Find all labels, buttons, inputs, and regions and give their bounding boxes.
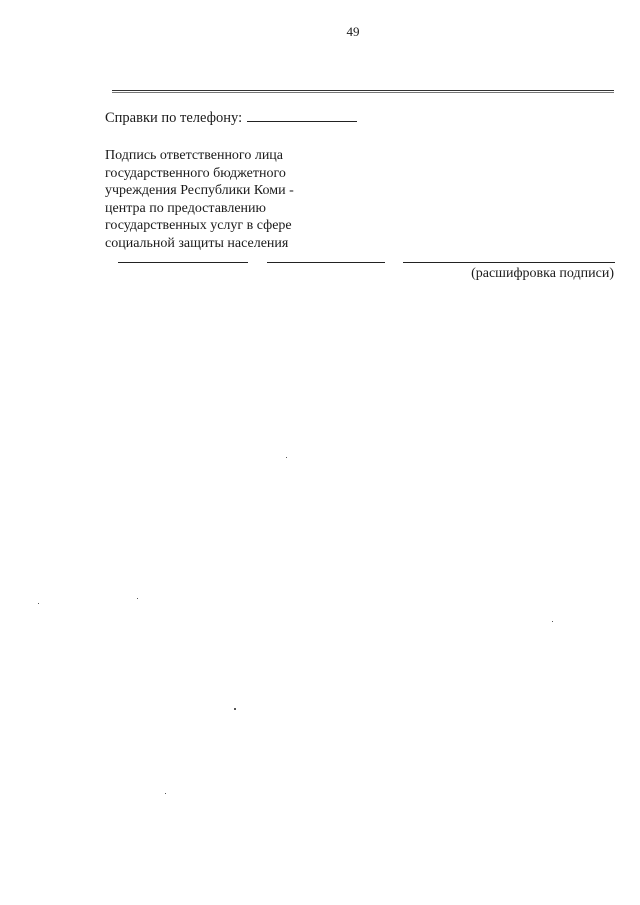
signatory-line: государственных услуг в сфере <box>105 218 292 234</box>
page-number: 49 <box>346 24 360 39</box>
phone-label: Справки по телефону: <box>105 110 243 126</box>
scan-speck <box>137 598 138 599</box>
signature-decode-caption: (расшифровка подписи) <box>471 266 614 281</box>
signature-decode-blank-line <box>403 262 615 263</box>
signatory-line: Подпись ответственного лица <box>105 148 284 163</box>
signatory-line: социальной защиты населения <box>105 235 289 251</box>
date-blank-line <box>118 262 248 263</box>
phone-inquiry-line <box>105 109 357 127</box>
signatory-line: учреждения Республики Коми - <box>105 183 294 199</box>
signatory-line: государственного бюджетного <box>105 165 286 181</box>
signature-blank-line <box>267 262 385 263</box>
phone-blank-field <box>247 109 357 122</box>
top-divider <box>112 90 614 91</box>
signatory-block <box>105 147 335 253</box>
top-divider-secondary <box>112 92 614 93</box>
signatory-line: центра по предоставлению <box>105 200 266 216</box>
scan-speck <box>234 708 236 710</box>
scan-speck <box>286 457 287 458</box>
scan-speck <box>38 603 39 604</box>
scan-speck <box>552 621 553 622</box>
scan-speck <box>165 793 166 794</box>
